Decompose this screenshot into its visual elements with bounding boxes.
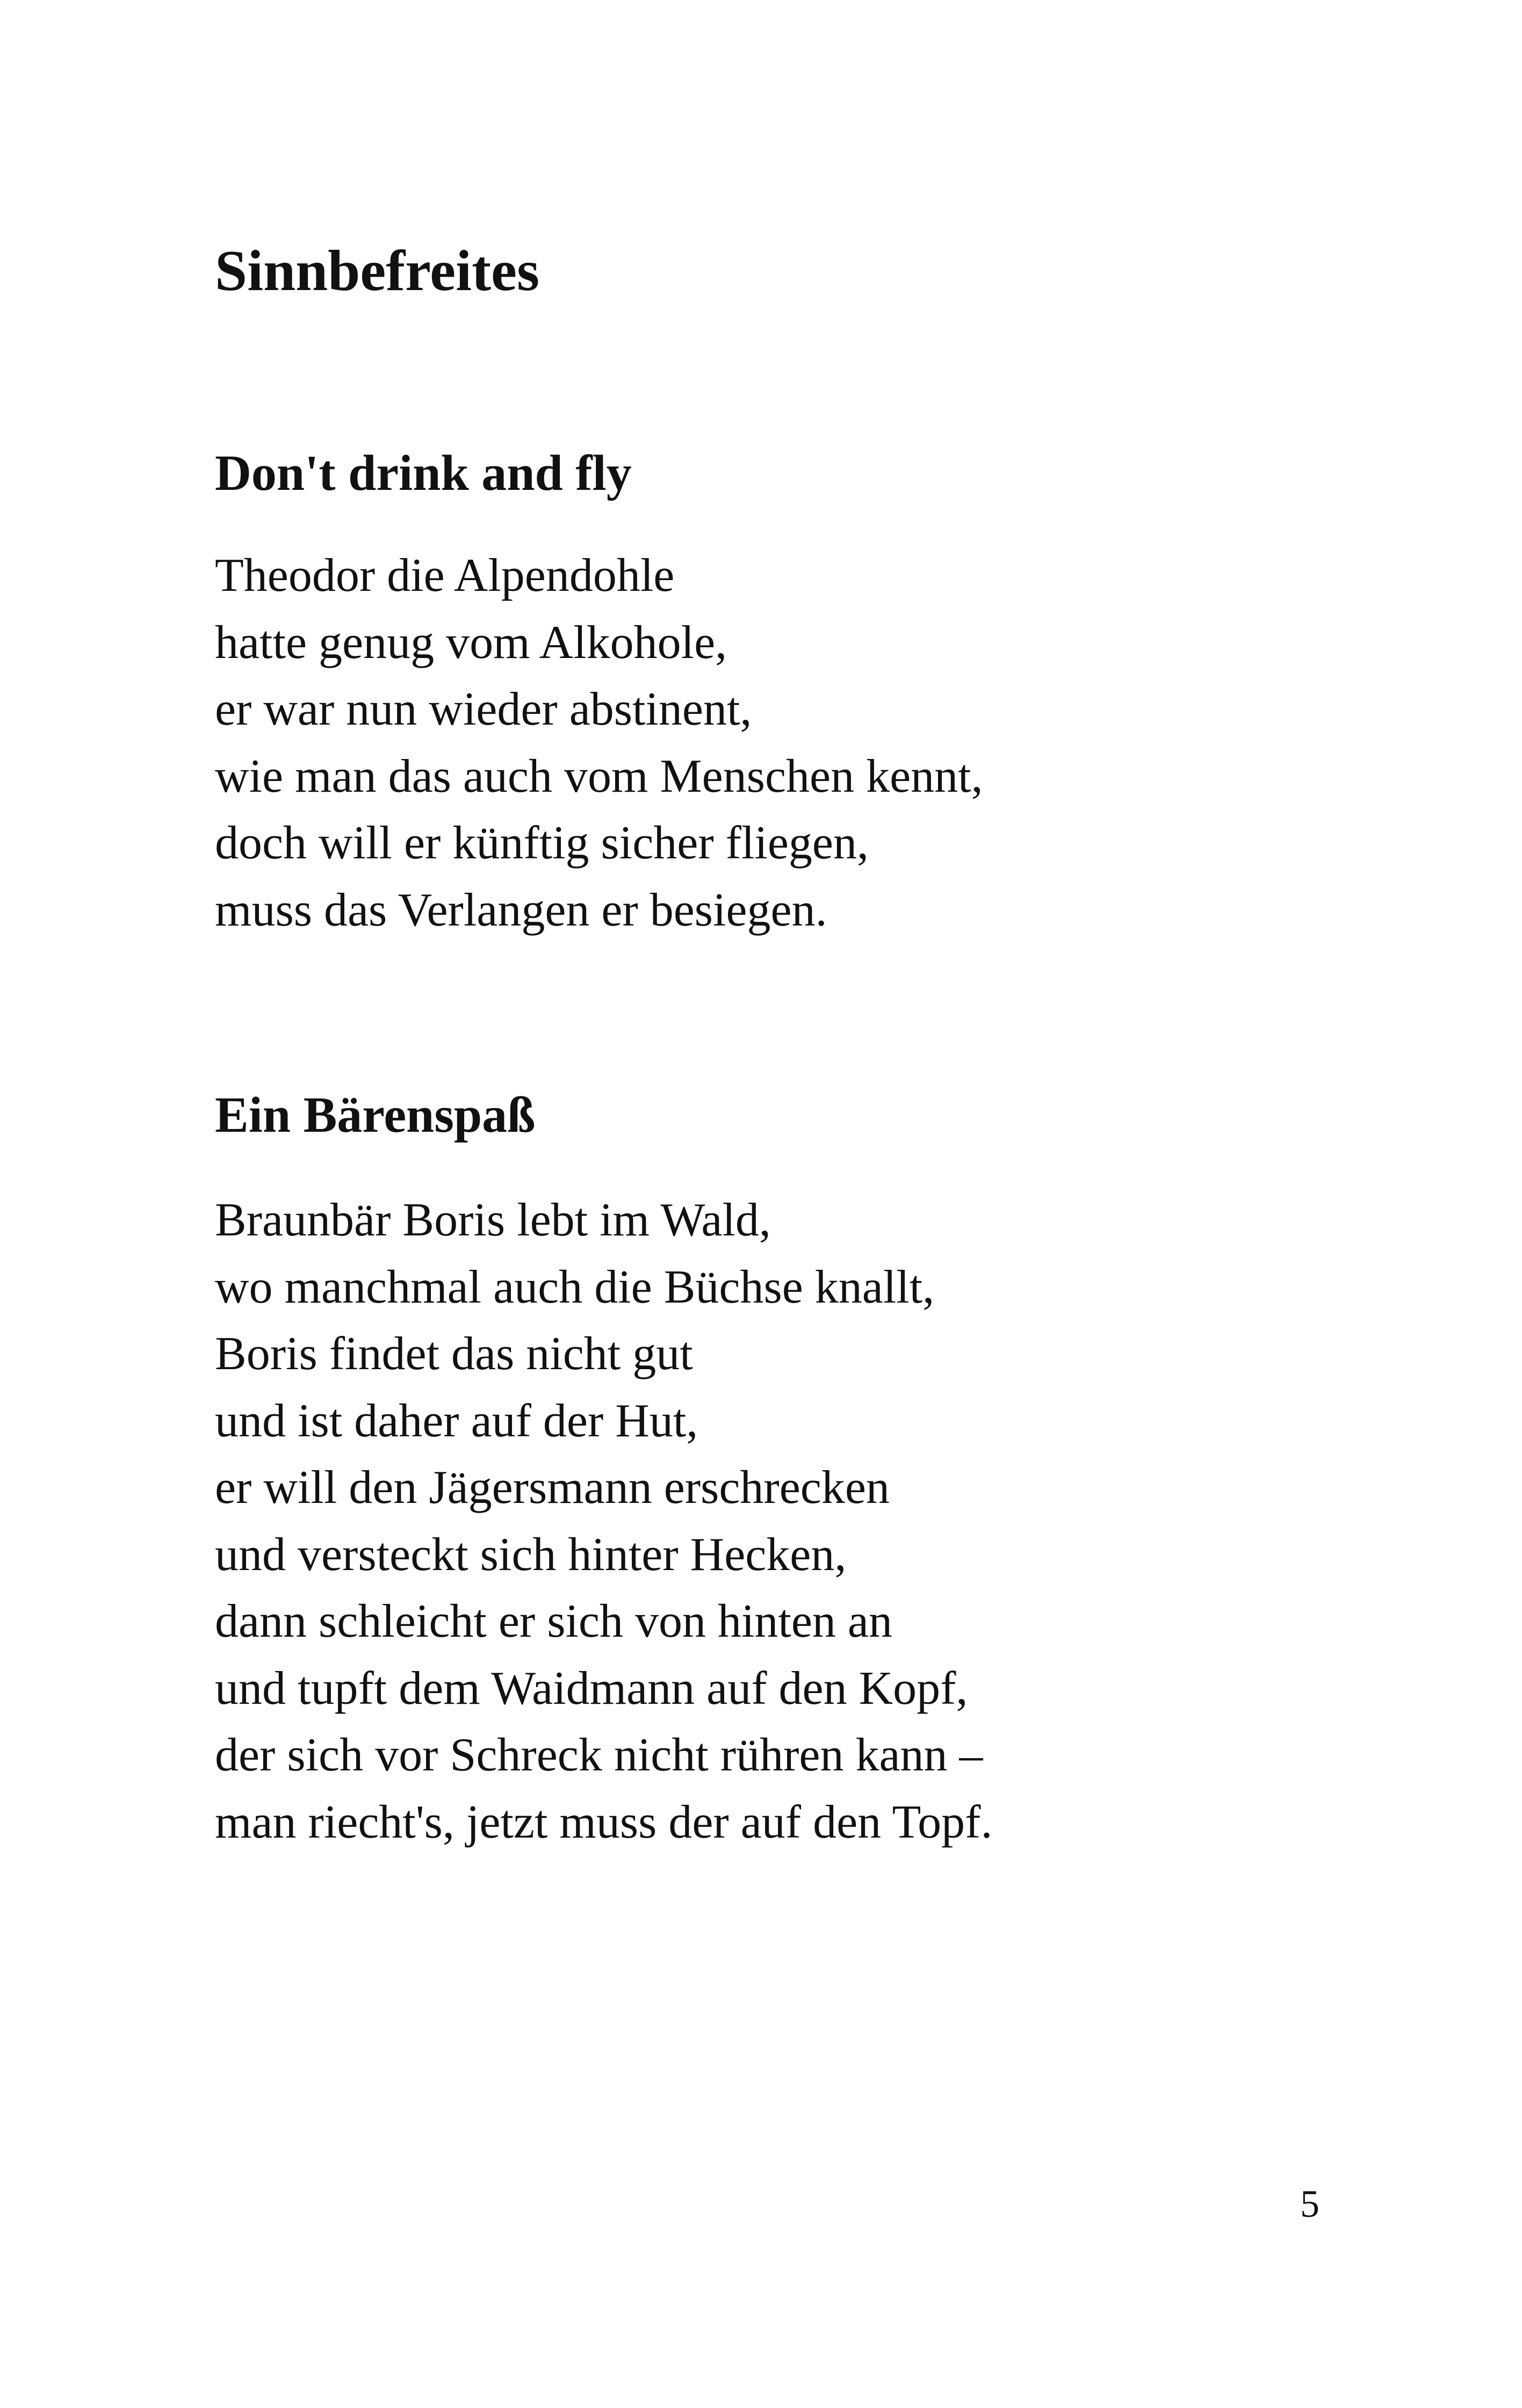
verse-line: muss das Verlangen er besiegen. [215,884,827,936]
page-number: 5 [1300,2182,1319,2225]
poem-verse-dont-drink-and-fly [215,543,983,944]
verse-line: er war nun wieder abstinent, [215,683,752,735]
verse-line: dann schleicht er sich von hinten an [215,1595,892,1647]
poem-verse-ein-baerenspass [215,1187,992,1856]
verse-line: und tupft dem Waidmann auf den Kopf, [215,1662,968,1715]
verse-line: wie man das auch vom Menschen kennt, [215,750,983,802]
verse-line: Braunbär Boris lebt im Wald, [215,1194,771,1246]
verse-line: und ist daher auf der Hut, [215,1394,698,1447]
poem-title-dont-drink-and-fly: Don't drink and fly [215,445,632,501]
poem-title-ein-baerenspass: Ein Bärenspaß [215,1087,536,1143]
verse-line: man riecht's, jetzt muss der auf den Topf. [215,1796,993,1848]
verse-line: Theodor die Alpendohle [215,549,675,602]
verse-line: doch will er künftig sicher fliegen, [215,817,869,869]
verse-line: Boris findet das nicht gut [215,1328,693,1380]
verse-line: hatte genug vom Alkohole, [215,616,727,669]
verse-line: und versteckt sich hinter Hecken, [215,1528,847,1581]
verse-line: wo manchmal auch die Büchse knallt, [215,1261,935,1313]
verse-line: der sich vor Schreck nicht rühren kann – [215,1729,983,1781]
chapter-title: Sinnbefreites [215,239,540,303]
verse-line: er will den Jägersmann erschrecken [215,1462,890,1514]
